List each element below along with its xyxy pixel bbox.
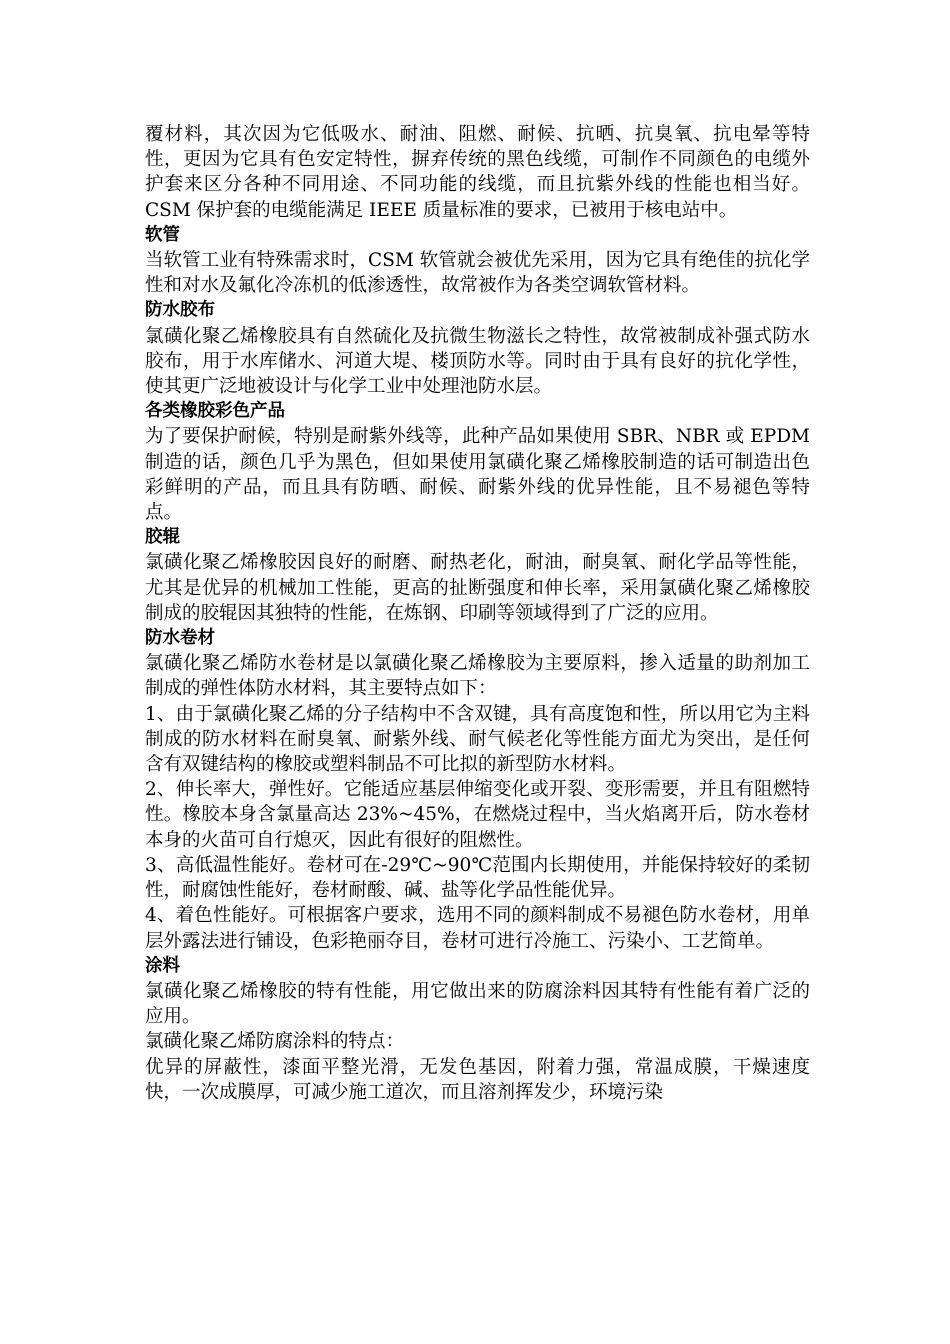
section-heading-coating: 涂料	[145, 955, 180, 976]
section-paragraph: 氯磺化聚乙烯橡胶的特有性能，用它做出来的防腐涂料因其特有性能有着广泛的应用。	[145, 980, 810, 1028]
section-paragraph: 当软管工业有特殊需求时，CSM 软管就会被优先采用，因为它具有绝佳的抗化学性和对水及氟化冷冻机的低渗透性，故常被作为各类空调软管材料。	[145, 250, 810, 297]
section-heading-waterproof-membrane: 防水卷材	[145, 628, 215, 649]
list-item: 2、伸长率大，弹性好。它能适应基层伸缩变化或开裂、变形需要，并且有阻燃特性。橡胶本身含氯量高达 23%~45%，在燃烧过程中，当火焰离开后，防水卷材本身的火苗可自行熄灭，因此有很好的阻燃性。	[145, 779, 810, 851]
section-paragraph: 氯磺化聚乙烯橡胶具有自然硫化及抗微生物滋长之特性，故常被制成补强式防水胶布，用于水库储水、河道大堤、楼顶防水等。同时由于具有良好的抗化学性，使其更广泛地被设计与化学工业中处理池防水层。	[145, 325, 810, 398]
section-paragraph: 氯磺化聚乙烯防水卷材是以氯磺化聚乙烯橡胶为主要原料，掺入适量的助剂加工制成的弹性体防水材料，其主要特点如下：	[145, 653, 810, 700]
list-item: 1、由于氯磺化聚乙烯的分子结构中不含双键，具有高度饱和性，所以用它为主料制成的防水材料在耐臭氧、耐紫外线、耐气候老化等性能方面尤为突出，是任何含有双键结构的橡胶或塑料制品不可比拟的新型防水材料。	[145, 703, 810, 776]
section-paragraph: 氯磺化聚乙烯防腐涂料的特点：	[145, 1031, 405, 1053]
document-body	[145, 122, 810, 1105]
section-heading-hose: 软管	[145, 224, 180, 245]
intro-paragraph: 覆材料，其次因为它低吸水、耐油、阻燃、耐候、抗晒、抗臭氧、抗电晕等特性，更因为它具有色安定特性，摒弃传统的黑色线缆，可制作不同颜色的电缆外护套来区分各种不同用途、不同功能的线缆，而且抗紫外线的性能也相当好。CSM 保护套的电缆能满足 IEEE 质量标准的要求，已被用于核电站中。	[145, 124, 810, 221]
section-heading-colored-rubber-products: 各类橡胶彩色产品	[145, 401, 285, 422]
section-heading-waterproof-tarp: 防水胶布	[145, 300, 215, 321]
list-item: 4、着色性能好。可根据客户要求，选用不同的颜料制成不易褪色防水卷材，用单层外露法进行铺设，色彩艳丽夺目，卷材可进行冷施工、污染小、工艺简单。	[145, 905, 810, 952]
list-item: 3、高低温性能好。卷材可在-29℃~90℃范围内长期使用，并能保持较好的柔韧性，耐腐蚀性能好，卷材耐酸、碱、盐等化学品性能优异。	[145, 854, 810, 902]
section-heading-rubber-roller: 胶辊	[145, 527, 180, 548]
section-paragraph: 优异的屏蔽性，漆面平整光滑，无发色基因，附着力强，常温成膜，干燥速度快，一次成膜厚，可减少施工道次，而且溶剂挥发少，环境污染	[145, 1056, 810, 1103]
section-paragraph: 氯磺化聚乙烯橡胶因良好的耐磨、耐热老化，耐油，耐臭氧、耐化学品等性能，尤其是优异的机械加工性能，更高的扯断强度和伸长率，采用氯磺化聚乙烯橡胶制成的胶辊因其独特的性能，在炼钢、印刷等领域得到了广泛的应用。	[145, 552, 810, 624]
section-paragraph: 为了要保护耐候，特别是耐紫外线等，此种产品如果使用 SBR、NBR 或 EPDM 制造的话，颜色几乎为黑色，但如果使用氯磺化聚乙烯橡胶制造的话可制造出色彩鲜明的产品，而且具有防晒、耐候、耐紫外线的优异性能，且不易褪色等特点。	[145, 426, 810, 524]
